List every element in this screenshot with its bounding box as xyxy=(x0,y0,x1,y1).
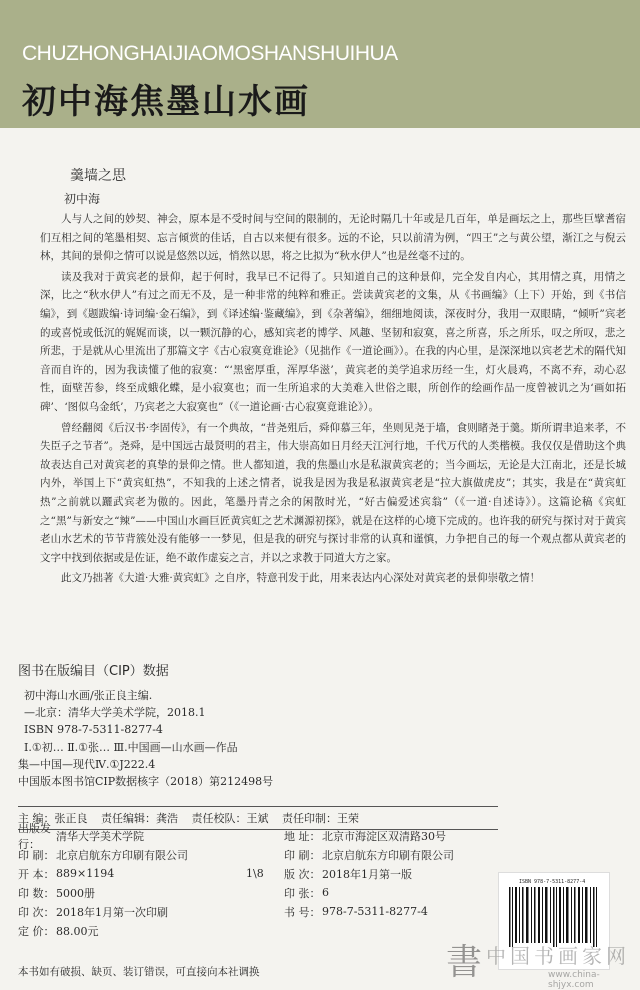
cip-line: 初中海山水画/张正良主编. xyxy=(24,689,153,702)
pub-label: 出版发行： xyxy=(18,821,51,851)
pub-row xyxy=(18,883,478,902)
header-title: 初中海焦墨山水画 xyxy=(22,82,310,122)
cip-line: ISBN 978-7-5311-8277-4 xyxy=(24,723,163,737)
pub-label: 定 价： xyxy=(18,924,55,938)
credit-resp-editor: 责任编辑：龚浩 xyxy=(101,812,178,825)
pub-value: 2018年1月第一次印刷 xyxy=(56,905,168,919)
essay-paragraph: 读及我对于黄宾老的景仰，起于何时，我早已不记得了。只知道自己的这种景仰，完全发自内心，其用情之真，用情之深，比之“秋水伊人”有过之而无不及，是一种非常的纯粹和雅正。尝读黄宾老的文集，从《书画编》（上下）开始，到《书信编》，到《题跋编·诗词编·金石编》，到《译述编·鉴藏编》，到《杂著编》，细细地阅读，深夜时分，我用一双眼睛，“倾听”宾老的或喜悦或低沉的娓娓而谈，以一颗沉静的心，感知宾老的博学、风趣、坚韧和寂寞，喜之所喜，乐之所乐，叹之所叹，悲之所悲，于是就从心里流出了那篇文字《古心寂寞竟谁论》（见拙作《一道论画》）。在我的内心里，是深深地以宾老艺术的隔代知音而自许的，因为我读懂了他的寂寞：“‘黑密厚重，浑厚华滋’，黄宾老的美学追求历经一生，灯火晨鸡，不离不弃，动心忍性，面壁苦参，终至成蛾化蝶，是小寂寞也；而一生所追求的大美难入世俗之眼，所创作的绘画作品一度曾被讥之为‘画如拓碑’、‘图似乌金纸’，乃宾老之大寂寞也”（《一道论画·古心寂寞竟谁论》）。 xyxy=(40,270,626,413)
pub-right-value: 2018年1月第一版 xyxy=(322,867,412,881)
publication-info xyxy=(18,821,478,940)
calligraphy-seal-icon: 書 xyxy=(446,942,483,983)
pub-right-value: 978-7-5311-8277-4 xyxy=(322,905,428,918)
pub-right-label: 地 址： xyxy=(284,829,321,843)
essay-author: 初中海 xyxy=(64,192,101,206)
credit-print: 责任印制：王荣 xyxy=(282,812,359,825)
pub-row xyxy=(18,902,478,921)
cip-line: Ⅰ.①初… Ⅱ.①张… Ⅲ.中国画—山水画—作品 xyxy=(24,740,238,754)
pub-right-label: 书 号： xyxy=(284,905,321,919)
pub-row xyxy=(18,921,478,940)
header-pinyin-title: CHUZHONGHAIJIAOMOSHANSHUIHUA xyxy=(22,42,398,65)
pub-right-value: 6 xyxy=(322,886,329,899)
essay-paragraph: 此文乃拙著《大道·大雅·黄宾虹》之自序，特意刊发于此，用来表达内心深处对黄宾老的景仰崇敬之情！ xyxy=(61,572,541,585)
pub-value: 5000册 xyxy=(56,886,95,900)
pub-right-label: 版 次： xyxy=(284,867,321,881)
credit-proof: 责任校队：王斌 xyxy=(191,812,269,825)
pub-right-label: 印 张： xyxy=(284,886,321,900)
watermark-url: www.china-shjyx.com xyxy=(548,970,600,990)
isbn-small-text: ISBN 978-7-5311-8277-4 xyxy=(519,879,586,885)
pub-value-2: 1\8 xyxy=(246,867,264,880)
essay-paragraph: 曾经翻阅《后汉书·李固传》，有一个典故，“昔尧殂后，舜仰慕三年，坐则见尧于墙，食则睹尧于羹。斯所谓聿追来孝，不失臣子之节者”。尧舜，是中国远古最贤明的君主，伟大崇高如日月经天江河行地，千代万代的人类楷模。我仅仅是借助这个典故表达自己对黄宾老的真挚的景仰之情。世人都知道，我的焦墨山水是私淑黄宾老的；当今画坛，无论是大江南北，还是长城内外，举国上下“黄宾虹热”，不知我的上述之情者，说我是因为我是私淑黄宾老是“拉大旗做虎皮”；其实，我是在“黄宾虹热”之前就以躧武宾老为傲的。因此，笔墨丹青之余的闲散时光，“好古偏爱述宾翁”（《一道·自述诗》）。这篇论稿《宾虹之“黑”与新安之“辣”——中国山水画巨匠黄宾虹之艺术渊源初探》，就是在这样的心境下完成的。也许我的研究与探讨对于黄宾老山水艺术的节节背簇处没有能够一一梦见，但是我的研究与探讨非常的认真和谨慎，力争把自己的每一个观点都从黄宾老的文字中找到依据或是佐证，绝不敢作虚妄之言，并以之求教于同道大方之家。 xyxy=(40,421,626,564)
cip-line: —北京：清华大学美术学院，2018.1 xyxy=(24,706,206,720)
watermark-text: 中国书画家网 xyxy=(486,944,630,968)
cip-line: 中国版本图书馆CIP数据核字（2018）第212498号 xyxy=(18,775,274,789)
pub-row xyxy=(18,845,478,864)
cip-line: 集—中国—现代Ⅳ.①J222.4 xyxy=(18,757,156,771)
pub-right-value: 北京市海淀区双清路30号 xyxy=(322,829,446,843)
header-band xyxy=(0,0,640,128)
pub-label: 印 数： xyxy=(18,886,55,900)
pub-label: 印 刷： xyxy=(18,848,55,862)
replacement-notice: 本书如有破损、缺页、装订错误，可直接向本社调换 xyxy=(18,966,260,978)
pub-label: 开 本： xyxy=(18,867,55,881)
pub-value: 88.00元 xyxy=(56,924,99,938)
pub-value: 北京启航东方印刷有限公司 xyxy=(56,848,188,862)
essay-body xyxy=(40,210,626,590)
pub-value: 清华大学美术学院 xyxy=(56,829,144,843)
pub-row xyxy=(18,864,478,883)
pub-row xyxy=(18,821,478,851)
pub-value: 889×1194 xyxy=(56,867,115,880)
site-watermark xyxy=(446,934,640,990)
pub-right-value: 北京启航东方印刷有限公司 xyxy=(322,848,454,862)
pub-right-label: 印 刷： xyxy=(284,848,321,862)
cip-block xyxy=(18,660,398,790)
essay-title: 羹墙之思 xyxy=(70,168,126,184)
credit-editor: 主 编：张正良 xyxy=(18,812,88,825)
cip-heading: 图书在版编目（CIP）数据 xyxy=(18,664,169,679)
essay-paragraph: 人与人之间的妙契、神会，原本是不受时间与空间的限制的，无论时隔几十年或是几百年，单是画坛之上，那些巨擘耆宿们互相之间的笔墨相契、忘言倾赏的佳话，自古以来便有很多。远的不论，只以前清为例，“四王”之与黄公望，渐江之与倪云林，其间的景仰之情可以说是悠然以远，悄然以思，将之比拟为“秋水伊人”也是丝毫不过的。 xyxy=(40,213,626,263)
pub-label: 印 次： xyxy=(18,905,55,919)
